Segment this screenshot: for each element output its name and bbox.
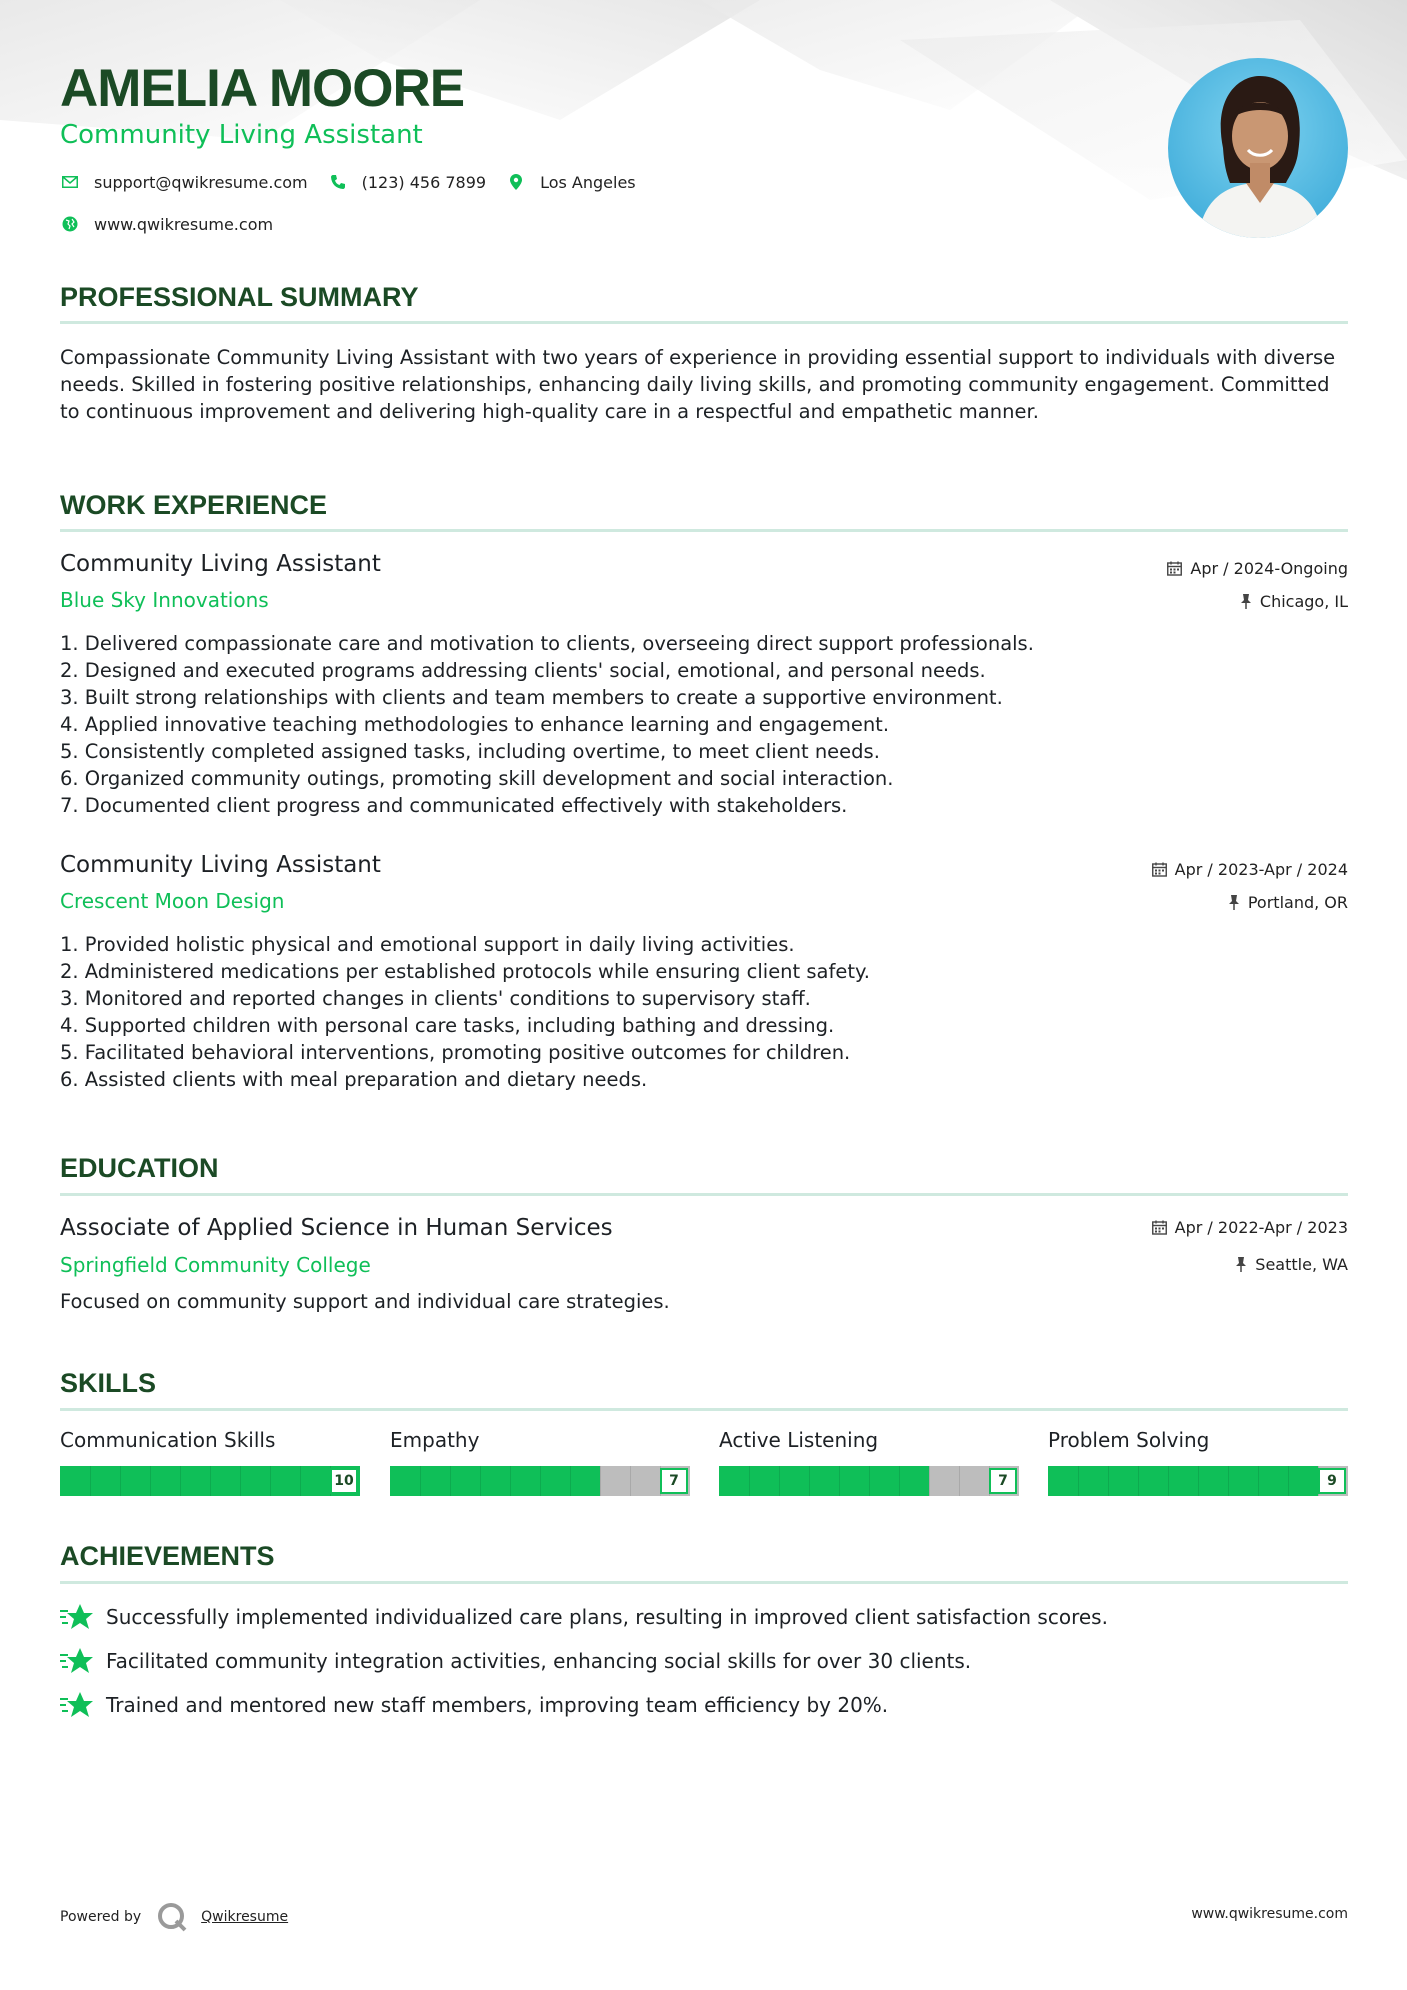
website-text: www.qwikresume.com	[94, 214, 274, 234]
skill-level-fill	[1048, 1466, 1318, 1496]
education-description: Focused on community support and individual care strategies.	[60, 1290, 670, 1313]
globe-icon	[60, 214, 80, 234]
list-item: 5. Consistently completed assigned tasks, including overtime, to meet client needs.	[60, 740, 880, 763]
list-item: 5. Facilitated behavioral interventions, promoting positive outcomes for children.	[60, 1041, 851, 1064]
skill-segment-divider	[1288, 1466, 1289, 1496]
skill-segment-divider	[1108, 1466, 1109, 1496]
footer-website-link[interactable]: www.qwikresume.com	[1191, 1906, 1348, 1922]
job-location	[1228, 893, 1348, 912]
skill-segment-divider	[1258, 1466, 1259, 1496]
section-title-achievements: ACHIEVEMENTS	[60, 1541, 275, 1571]
phone-text: (123) 456 7899	[361, 172, 487, 192]
list-item: 4. Supported children with personal care tasks, including bathing and dressing.	[60, 1014, 835, 1037]
skill-level-value: 7	[660, 1468, 688, 1494]
education-location-text: Seattle, WA	[1255, 1255, 1348, 1274]
education-location	[1235, 1255, 1348, 1274]
contact-location	[506, 172, 636, 192]
achievement-item	[60, 1691, 888, 1719]
skill-segment-divider	[90, 1466, 91, 1496]
pushpin-icon	[1240, 594, 1252, 609]
skill-segment-divider	[959, 1466, 960, 1496]
skill-level-fill	[390, 1466, 600, 1496]
contact-phone[interactable]	[328, 172, 486, 192]
contact-website[interactable]	[60, 214, 273, 234]
skill-level-bar	[719, 1466, 1019, 1496]
profile-photo	[1168, 58, 1348, 238]
skill-segment-divider	[899, 1466, 900, 1496]
skill-segment-divider	[270, 1466, 271, 1496]
job-dates	[1167, 559, 1348, 578]
calendar-icon	[1152, 1220, 1167, 1235]
job-dates-text: Apr / 2024-Ongoing	[1190, 559, 1348, 578]
skill-name: Communication Skills	[60, 1428, 276, 1452]
skill-name: Empathy	[390, 1428, 480, 1452]
skill-segment-divider	[180, 1466, 181, 1496]
skill-item	[60, 1428, 360, 1496]
list-item: 3. Monitored and reported changes in clients' conditions to supervisory staff.	[60, 987, 811, 1010]
candidate-role: Community Living Assistant	[60, 120, 423, 150]
location-text: Los Angeles	[540, 172, 636, 192]
skill-segment-divider	[150, 1466, 151, 1496]
powered-by-label: Powered by	[60, 1909, 142, 1925]
skill-level-value: 10	[330, 1468, 358, 1494]
star-badge-icon	[60, 1603, 94, 1631]
achievement-text: Trained and mentored new staff members, improving team efficiency by 20%.	[106, 1693, 889, 1717]
skill-name: Problem Solving	[1048, 1428, 1210, 1452]
education-dates	[1152, 1218, 1348, 1237]
skill-segment-divider	[570, 1466, 571, 1496]
achievement-item	[60, 1603, 1108, 1631]
section-title-skills: SKILLS	[60, 1368, 157, 1398]
achievement-text: Facilitated community integration activities, enhancing social skills for over 30 clients.	[106, 1649, 972, 1673]
skill-level-bar	[60, 1466, 360, 1496]
skill-segment-divider	[1198, 1466, 1199, 1496]
qwikresume-link[interactable]: Qwikresume	[201, 1909, 289, 1925]
list-item: 2. Designed and executed programs addressing clients' social, emotional, and personal needs.	[60, 659, 986, 682]
achievement-item	[60, 1647, 971, 1675]
skill-segment-divider	[630, 1466, 631, 1496]
calendar-icon	[1167, 561, 1182, 576]
list-item: 1. Delivered compassionate care and motivation to clients, overseeing direct support professionals.	[60, 632, 1034, 655]
skill-segment-divider	[120, 1466, 121, 1496]
skill-name: Active Listening	[719, 1428, 879, 1452]
skill-level-bar	[1048, 1466, 1348, 1496]
skill-level-value: 7	[989, 1468, 1017, 1494]
job-company: Blue Sky Innovations	[60, 588, 269, 612]
skill-segment-divider	[210, 1466, 211, 1496]
section-title-summary: PROFESSIONAL SUMMARY	[60, 282, 419, 312]
footer-powered-by	[60, 1900, 288, 1934]
job-dates	[1152, 860, 1348, 879]
skill-segment-divider	[839, 1466, 840, 1496]
skill-segment-divider	[510, 1466, 511, 1496]
skill-segment-divider	[240, 1466, 241, 1496]
phone-icon	[328, 172, 348, 192]
calendar-icon	[1152, 862, 1167, 877]
pushpin-icon	[1228, 895, 1240, 910]
pushpin-icon	[1235, 1257, 1247, 1272]
job-location	[1240, 592, 1348, 611]
contact-row	[60, 172, 656, 192]
skill-segment-divider	[480, 1466, 481, 1496]
map-pin-icon	[506, 172, 526, 192]
skill-segment-divider	[1228, 1466, 1229, 1496]
list-item: 6. Assisted clients with meal preparation and dietary needs.	[60, 1068, 648, 1091]
section-divider	[60, 1581, 1348, 1584]
list-item: 4. Applied innovative teaching methodologies to enhance learning and engagement.	[60, 713, 890, 736]
skill-level-fill	[719, 1466, 929, 1496]
job-location-text: Chicago, IL	[1259, 592, 1348, 611]
job-dates-text: Apr / 2023-Apr / 2024	[1174, 860, 1348, 879]
candidate-name: AMELIA MOORE	[60, 59, 465, 118]
section-divider	[60, 1408, 1348, 1411]
skill-segment-divider	[600, 1466, 601, 1496]
email-text: support@qwikresume.com	[94, 172, 308, 192]
skill-level-bar	[390, 1466, 690, 1496]
skill-segment-divider	[1078, 1466, 1079, 1496]
skill-item	[1048, 1428, 1348, 1496]
summary-text: Compassionate Community Living Assistant with two years of experience in providing essential support to individuals with diverse needs. Skilled in fostering positive relationships, enhancing daily living skills, and promoting community engagement. Committed to continuous improvement and delivering high-quality care in a respectful and empathetic manner.	[60, 346, 1336, 423]
job-responsibilities	[60, 630, 1348, 819]
skill-segment-divider	[300, 1466, 301, 1496]
skill-level-value: 9	[1318, 1468, 1346, 1494]
section-title-education: EDUCATION	[60, 1153, 219, 1183]
section-title-experience: WORK EXPERIENCE	[60, 490, 328, 520]
list-item: 2. Administered medications per established protocols while ensuring client safety.	[60, 960, 870, 983]
job-title: Community Living Assistant	[60, 551, 381, 577]
skill-segment-divider	[869, 1466, 870, 1496]
contact-email[interactable]	[60, 172, 308, 192]
skill-segment-divider	[1168, 1466, 1169, 1496]
job-location-text: Portland, OR	[1247, 893, 1348, 912]
skill-segment-divider	[420, 1466, 421, 1496]
skill-segment-divider	[779, 1466, 780, 1496]
skill-item	[719, 1428, 1019, 1496]
section-divider	[60, 1193, 1348, 1196]
qwikresume-logo-icon	[155, 1900, 189, 1934]
skill-segment-divider	[809, 1466, 810, 1496]
skill-segment-divider	[929, 1466, 930, 1496]
star-badge-icon	[60, 1691, 94, 1719]
list-item: 3. Built strong relationships with clients and team members to create a supportive environment.	[60, 686, 1003, 709]
achievement-text: Successfully implemented individualized care plans, resulting in improved client satisfaction scores.	[106, 1605, 1108, 1629]
skill-segment-divider	[1138, 1466, 1139, 1496]
job-responsibilities	[60, 931, 1348, 1093]
skill-segment-divider	[450, 1466, 451, 1496]
section-divider	[60, 529, 1348, 532]
list-item: 7. Documented client progress and communicated effectively with stakeholders.	[60, 794, 848, 817]
envelope-icon	[60, 172, 80, 192]
skill-item	[390, 1428, 690, 1496]
job-company: Crescent Moon Design	[60, 889, 285, 913]
school-name: Springfield Community College	[60, 1253, 371, 1277]
education-dates-text: Apr / 2022-Apr / 2023	[1174, 1218, 1348, 1237]
degree-title: Associate of Applied Science in Human Services	[60, 1215, 613, 1241]
list-item: 1. Provided holistic physical and emotional support in daily living activities.	[60, 933, 795, 956]
section-divider	[60, 321, 1348, 324]
skill-segment-divider	[749, 1466, 750, 1496]
contact-row-website	[60, 214, 293, 234]
list-item: 6. Organized community outings, promoting skill development and social interaction.	[60, 767, 894, 790]
skill-segment-divider	[540, 1466, 541, 1496]
star-badge-icon	[60, 1647, 94, 1675]
job-title: Community Living Assistant	[60, 852, 381, 878]
